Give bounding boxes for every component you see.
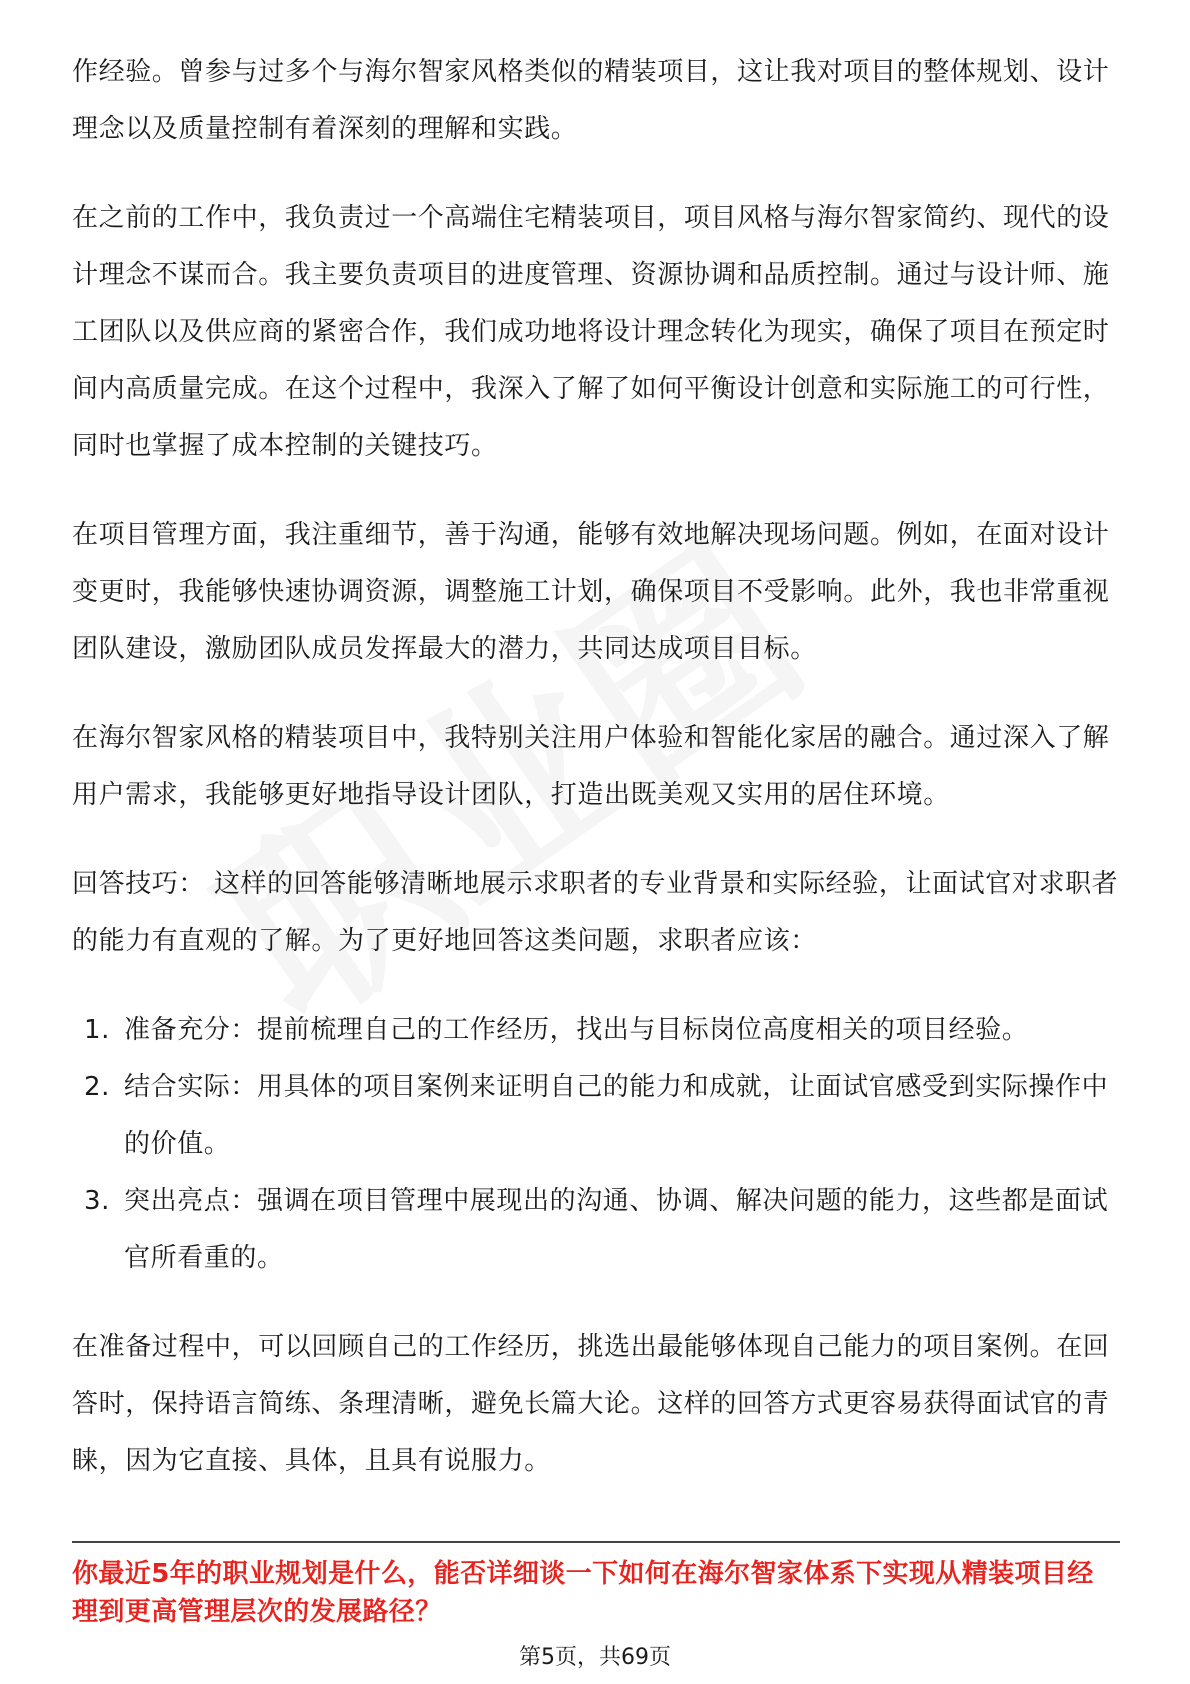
list-item [72,1173,1120,1287]
page-footer: 第5页，共69页 [519,1645,671,1670]
section-divider [72,1541,1120,1543]
paragraph-user-experience: 在海尔智家风格的精装项目中，我特别关注用户体验和智能化家居的融合。通过深入了解用户需求，我能够更好地指导设计团队，打造出既美观又实用的居住环境。 [72,723,1110,810]
list-item [72,1002,1120,1059]
tips-list [72,1002,1120,1287]
list-item-text: 结合实际：用具体的项目案例来证明自己的能力和成就，让面试官感受到实际操作中的价值。 [124,1072,1109,1159]
list-item-text: 准备充分：提前梳理自己的工作经历，找出与目标岗位高度相关的项目经验。 [124,1015,1029,1045]
next-question-heading: 你最近5年的职业规划是什么，能否详细谈一下如何在海尔智家体系下实现从精装项目经理到更高管理层次的发展路径？ [72,1559,1094,1627]
paragraph-project-management: 在项目管理方面，我注重细节，善于沟通，能够有效地解决现场问题。例如，在面对设计变更时，我能够快速协调资源，调整施工计划，确保项目不受影响。此外，我也非常重视团队建设，激励团队成员发挥最大的潜力，共同达成项目目标。 [72,520,1110,664]
document-body [72,44,1120,1522]
list-item [72,1059,1120,1173]
paragraph-answer-tips: 回答技巧： 这样的回答能够清晰地展示求职者的专业背景和实际经验，让面试官对求职者的能力有直观的了解。为了更好地回答这类问题，求职者应该： [72,869,1119,956]
paragraph-experience-intro: 作经验。曾参与过多个与海尔智家风格类似的精装项目，这让我对项目的整体规划、设计理念以及质量控制有着深刻的理解和实践。 [72,57,1110,144]
list-item-number: 2. [84,1072,111,1102]
list-item-number: 3. [84,1186,111,1216]
paragraph-previous-project: 在之前的工作中，我负责过一个高端住宅精装项目，项目风格与海尔智家简约、现代的设计理念不谋而合。我主要负责项目的进度管理、资源协调和品质控制。通过与设计师、施工团队以及供应商的紧密合作，我们成功地将设计理念转化为现实，确保了项目在预定时间内高质量完成。在这个过程中，我深入了解了如何平衡设计创意和实际施工的可行性，同时也掌握了成本控制的关键技巧。 [72,203,1110,461]
paragraph-closing: 在准备过程中，可以回顾自己的工作经历，挑选出最能够体现自己能力的项目案例。在回答时，保持语言简练、条理清晰，避免长篇大论。这样的回答方式更容易获得面试官的青睐，因为它直接、具体，且具有说服力。 [72,1332,1110,1476]
list-item-number: 1. [84,1015,111,1045]
list-item-text: 突出亮点：强调在项目管理中展现出的沟通、协调、解决问题的能力，这些都是面试官所看重的。 [124,1186,1109,1273]
